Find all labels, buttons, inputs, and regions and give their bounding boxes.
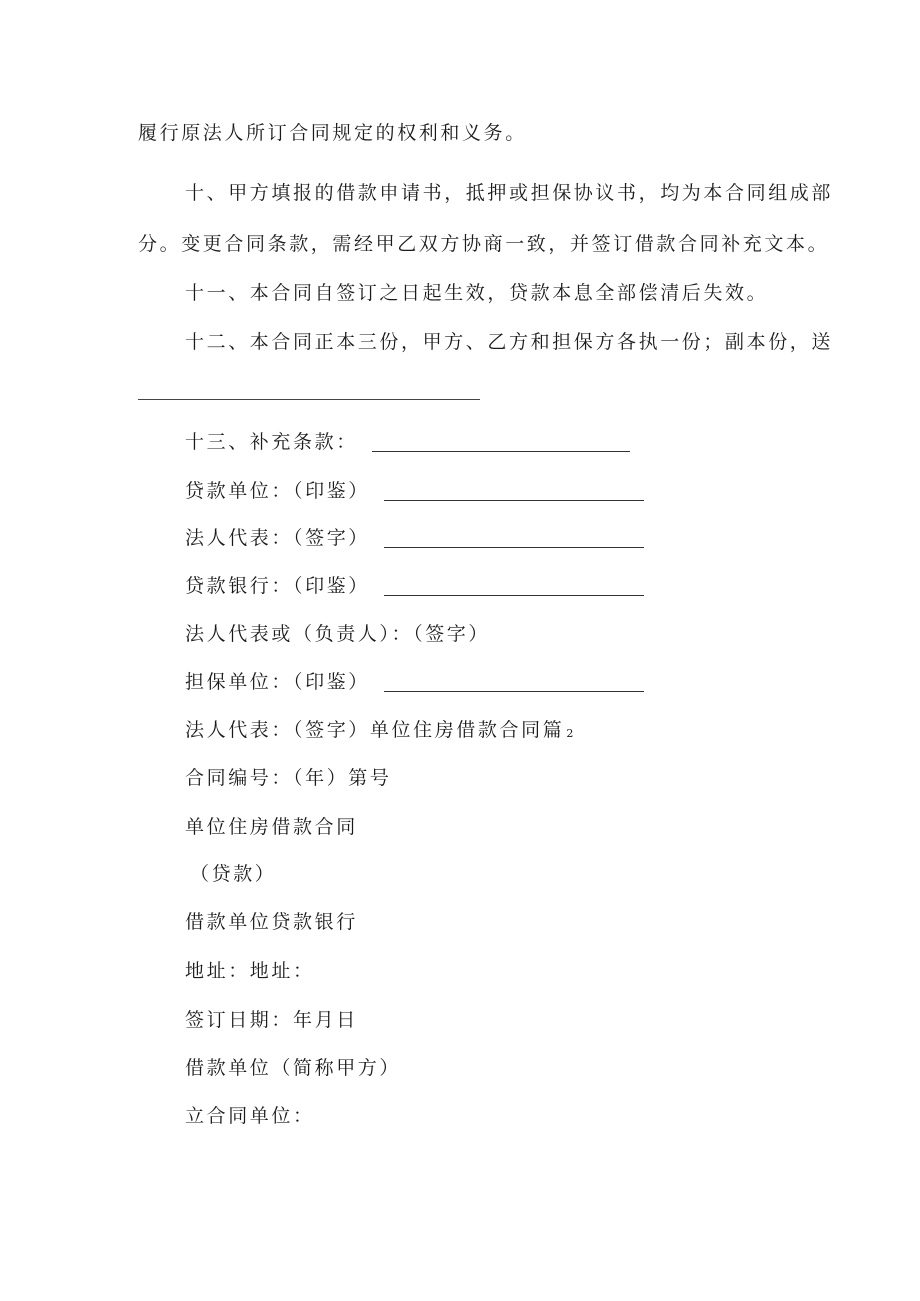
legal-rep-signature-blank — [384, 546, 644, 548]
borrower-seal-label: 贷款单位：（印鉴） — [185, 480, 370, 502]
borrower-seal-blank — [384, 499, 644, 501]
supplement-clause-label: 十三、补充条款： — [185, 431, 358, 453]
contract-address: 地址：地址： — [185, 960, 315, 982]
legal-rep-signature-label-2: 法人代表：（签字）单位住房借款合同篇 — [185, 719, 565, 741]
contract-parties: 借款单位贷款银行 — [185, 911, 358, 933]
guarantor-seal-label: 担保单位：（印鉴） — [185, 671, 370, 693]
borrower-seal-row — [185, 479, 644, 503]
contracting-unit: 立合同单位： — [185, 1105, 315, 1127]
section-number-mark: 2 — [566, 727, 574, 740]
lender-bank-seal-row — [185, 574, 644, 598]
contract-subtitle: （贷款） — [190, 863, 277, 885]
paragraph-obligations: 履行原法人所订合同规定的权利和义务。 — [138, 122, 527, 144]
legal-rep-or-head-row: 法人代表或（负责人）：（签字） — [185, 623, 491, 645]
contract-title: 单位住房借款合同 — [185, 816, 358, 838]
contract-number: 合同编号：（年）第号 — [185, 767, 392, 789]
contract-sign-date: 签订日期：年月日 — [185, 1009, 358, 1031]
guarantor-seal-row — [185, 670, 644, 694]
borrower-abbreviation: 借款单位（简称甲方） — [185, 1057, 402, 1079]
legal-rep-signature-row — [185, 526, 644, 550]
paragraph-clause-12: 十二、本合同正本三份，甲方、乙方和担保方各执一份；副本份，送 — [185, 331, 834, 353]
paragraph-clause-11: 十一、本合同自签订之日起生效，贷款本息全部偿清后失效。 — [185, 282, 769, 304]
legal-rep-signature-row-2 — [185, 718, 573, 746]
paragraph-clause-10-line-2: 分。变更合同条款，需经甲乙双方协商一致，并签订借款合同补充文本。 — [138, 233, 830, 255]
copy-recipient-blank-line — [138, 399, 480, 400]
supplement-clause-blank — [372, 450, 630, 452]
lender-bank-seal-blank — [384, 594, 644, 596]
legal-rep-signature-label: 法人代表：（签字） — [185, 527, 370, 549]
guarantor-seal-blank — [384, 690, 644, 692]
paragraph-clause-10-line-1: 十、甲方填报的借款申请书，抵押或担保协议书，均为本合同组成部 — [185, 182, 834, 204]
supplement-clause-row — [185, 430, 630, 454]
lender-bank-seal-label: 贷款银行：（印鉴） — [185, 575, 370, 597]
